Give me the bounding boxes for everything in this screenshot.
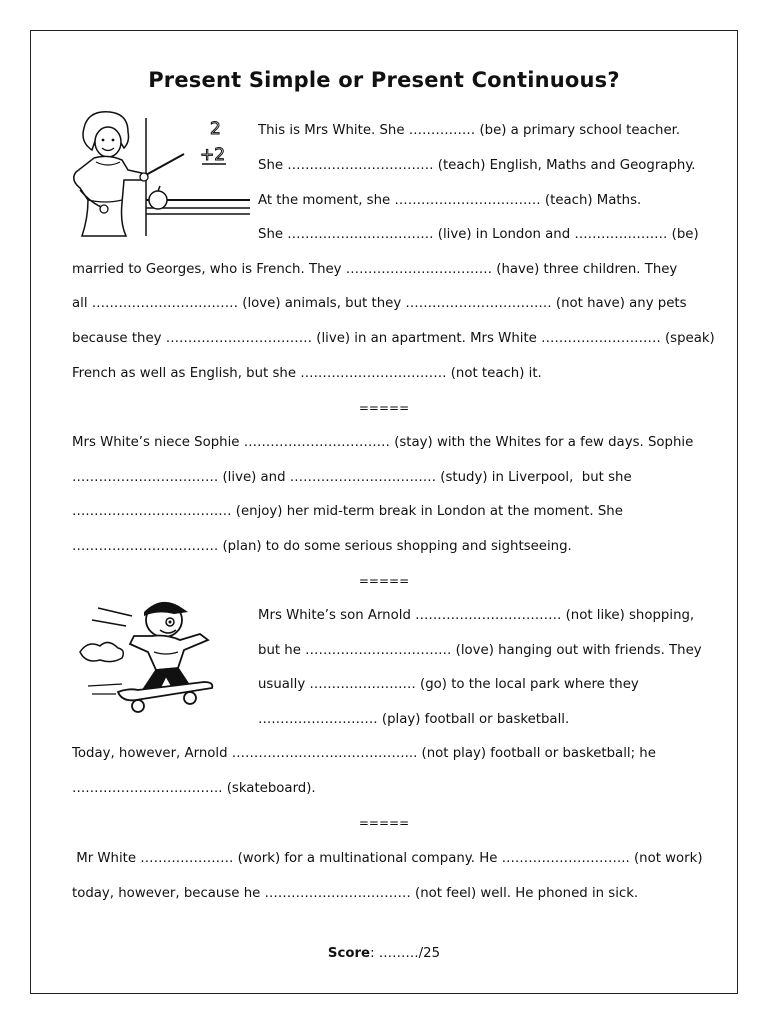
exercise-line-19: Mr White ………………… (work) for a multinational company. He ……………………….. (not work)	[72, 851, 703, 866]
exercise-line-10: …………………………… (live) and …………………………… (study) in Liverpool, but she	[72, 470, 632, 485]
exercise-line-11: ……………………………… (enjoy) her mid-term break in London at the moment. She	[72, 504, 623, 519]
section-separator: =====	[358, 574, 410, 588]
exercise-line-9: Mrs White’s niece Sophie …………………………… (stay) with the Whites for a few days. Sophie	[72, 435, 694, 450]
score-line	[0, 946, 768, 961]
exercise-line-6: all …………………………… (love) animals, but they …………………………… (not have) any pets	[72, 296, 687, 311]
exercise-line-1: This is Mrs White. She …………… (be) a primary school teacher.	[258, 123, 681, 138]
exercise-line-5: married to Georges, who is French. They …………………………… (have) three children. They	[72, 262, 678, 277]
exercise-line-2: She …………………………… (teach) English, Maths and Geography.	[258, 158, 696, 173]
exercise-line-18: ……………………………. (skateboard).	[72, 781, 316, 796]
exercise-line-20: today, however, because he …………………………… (not feel) well. He phoned in sick.	[72, 886, 639, 901]
exercise-line-16: ……………………… (play) football or basketball.	[258, 712, 570, 727]
teacher-illustration-icon	[66, 108, 250, 238]
exercise-line-3: At the moment, she …………………………… (teach) Maths.	[258, 193, 642, 208]
exercise-line-8: French as well as English, but she …………………………… (not teach) it.	[72, 366, 542, 381]
exercise-line-15: usually …………………… (go) to the local park where they	[258, 677, 639, 692]
exercise-line-17: Today, however, Arnold …………………………………... (not play) football or basketball; he	[72, 746, 656, 761]
exercise-line-12: …………………………… (plan) to do some serious shopping and sightseeing.	[72, 539, 572, 554]
svg-text:+2: +2	[200, 145, 226, 165]
page-title: Present Simple or Present Continuous?	[148, 68, 620, 92]
score-label: Score	[327, 946, 371, 961]
exercise-line-7: because they …………………………… (live) in an apartment. Mrs White ……………………… (speak)	[72, 331, 715, 346]
exercise-line-14: but he …………………………… (love) hanging out with friends. They	[258, 643, 702, 658]
skateboarder-illustration-icon	[78, 590, 228, 720]
exercise-line-13: Mrs White’s son Arnold …………………………… (not like) shopping,	[258, 608, 695, 623]
score-value: : ………/25	[370, 946, 441, 961]
section-separator: =====	[358, 816, 410, 830]
board-number-icon: 2	[210, 119, 221, 139]
exercise-line-4: She …………………………… (live) in London and ………………… (be)	[258, 227, 699, 242]
section-separator: =====	[358, 401, 410, 415]
